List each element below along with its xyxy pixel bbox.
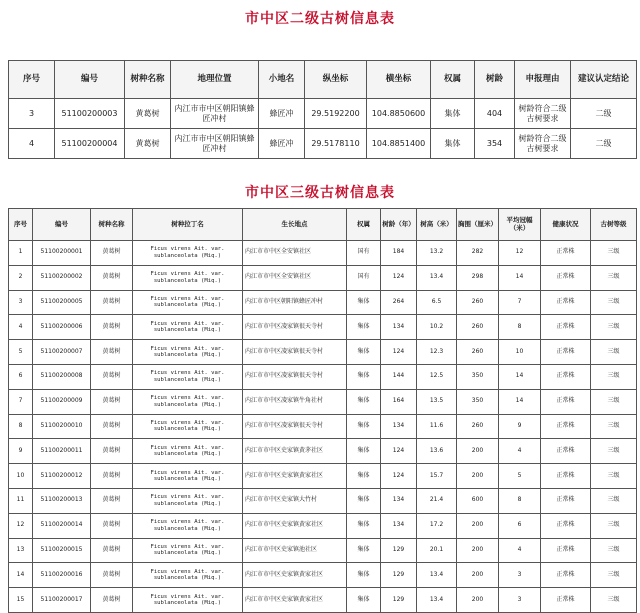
table-cell: 正常株 <box>541 340 591 365</box>
table-cell: 184 <box>381 241 417 266</box>
table-cell: 13.4 <box>417 265 457 290</box>
table-cell: 集体 <box>431 129 475 159</box>
table-cell: 三级 <box>591 513 637 538</box>
table-cell: 黄葛树 <box>91 588 133 613</box>
table-cell: 124 <box>381 439 417 464</box>
table-cell: Ficus virens Ait. var. sublanceolata (Miq.) <box>133 464 243 489</box>
table-cell: 11.6 <box>417 414 457 439</box>
table-cell: 51100200010 <box>33 414 91 439</box>
table-cell: 11 <box>9 488 33 513</box>
table-cell: 21.4 <box>417 488 457 513</box>
table-cell: Ficus virens Ait. var. sublanceolata (Miq.) <box>133 290 243 315</box>
table-cell: 正常株 <box>541 290 591 315</box>
table-cell: 国有 <box>347 241 381 266</box>
table-cell: 8 <box>499 315 541 340</box>
table-cell: 164 <box>381 389 417 414</box>
table-cell: Ficus virens Ait. var. sublanceolata (Miq.) <box>133 389 243 414</box>
table-cell: 国有 <box>347 265 381 290</box>
table-cell: 内江市市中区史家镇黄家社区 <box>243 563 347 588</box>
table-cell: 树龄符合二级古树要求 <box>515 99 571 129</box>
table-cell: 三级 <box>591 588 637 613</box>
table-cell: 内江市市中区凌家镇很天寺村 <box>243 340 347 365</box>
table-cell: 51100200017 <box>33 588 91 613</box>
table-cell: 4 <box>499 439 541 464</box>
table-cell: 14 <box>9 563 33 588</box>
table-cell: 正常株 <box>541 315 591 340</box>
table-cell: 3 <box>9 290 33 315</box>
table-cell: 354 <box>475 129 515 159</box>
table-cell: 黄葛树 <box>91 290 133 315</box>
table-cell: Ficus virens Ait. var. sublanceolata (Miq.) <box>133 364 243 389</box>
table-cell: 集体 <box>347 290 381 315</box>
table-cell: 10.2 <box>417 315 457 340</box>
table2-title: 市中区三级古树信息表 <box>245 185 395 201</box>
table-cell: 三级 <box>591 538 637 563</box>
level3-tree-table <box>8 208 637 613</box>
table-cell: 正常株 <box>541 265 591 290</box>
table-cell: 内江市市中区凌家镇牛角社村 <box>243 389 347 414</box>
table-cell: Ficus virens Ait. var. sublanceolata (Miq.) <box>133 588 243 613</box>
table-cell: 12 <box>9 513 33 538</box>
table-cell: 6 <box>499 513 541 538</box>
table-cell: 集体 <box>347 315 381 340</box>
column-header: 平均冠幅（米） <box>499 209 541 241</box>
table-cell: 内江市市中区凌家镇很天寺村 <box>243 315 347 340</box>
column-header: 树高（米） <box>417 209 457 241</box>
column-header: 权属 <box>347 209 381 241</box>
table-cell: 2 <box>9 265 33 290</box>
table-cell: 14 <box>499 364 541 389</box>
column-header: 生长地点 <box>243 209 347 241</box>
table-cell: 内江市市中区全安镇社区 <box>243 265 347 290</box>
table-cell: 14 <box>499 389 541 414</box>
table-cell: Ficus virens Ait. var. sublanceolata (Miq.) <box>133 315 243 340</box>
table-cell: 350 <box>457 389 499 414</box>
table-cell: 内江市市中区史家镇黄家社区 <box>243 464 347 489</box>
table-cell: 正常株 <box>541 439 591 464</box>
table-cell: 134 <box>381 315 417 340</box>
table-cell: 蜂匠冲 <box>259 129 305 159</box>
table-cell: 51100200016 <box>33 563 91 588</box>
table-cell: 51100200006 <box>33 315 91 340</box>
table-cell: 黄葛树 <box>91 439 133 464</box>
table-cell: 200 <box>457 464 499 489</box>
column-header: 建议认定结论 <box>571 61 637 99</box>
table-cell: 内江市市中区史家镇黄家社区 <box>243 588 347 613</box>
table-cell: 200 <box>457 588 499 613</box>
table-row <box>9 129 637 159</box>
table-cell: Ficus virens Ait. var. sublanceolata (Miq.) <box>133 265 243 290</box>
table-row <box>9 99 637 129</box>
table-cell: 集体 <box>431 99 475 129</box>
column-header: 健康状况 <box>541 209 591 241</box>
table-cell: 正常株 <box>541 364 591 389</box>
table-row <box>9 439 637 464</box>
table-cell: 4 <box>499 538 541 563</box>
table-cell: 260 <box>457 340 499 365</box>
table-cell: 集体 <box>347 488 381 513</box>
table-cell: 7 <box>499 290 541 315</box>
column-header: 树种名称 <box>125 61 171 99</box>
table-cell: 三级 <box>591 389 637 414</box>
table-cell: 134 <box>381 488 417 513</box>
table-cell: 黄葛树 <box>91 265 133 290</box>
table-cell: 内江市市中区史家镇大竹村 <box>243 488 347 513</box>
table-cell: 内江市市中区史家镇黄家社区 <box>243 513 347 538</box>
table-cell: 29.5192200 <box>305 99 367 129</box>
table-row <box>9 563 637 588</box>
column-header: 小地名 <box>259 61 305 99</box>
table-cell: 三级 <box>591 488 637 513</box>
table-cell: Ficus virens Ait. var. sublanceolata (Miq.) <box>133 241 243 266</box>
table-cell: 集体 <box>347 538 381 563</box>
table-row <box>9 464 637 489</box>
table-cell: 三级 <box>591 265 637 290</box>
table-cell: 正常株 <box>541 464 591 489</box>
table-cell: 4 <box>9 129 55 159</box>
table-cell: 17.2 <box>417 513 457 538</box>
table-cell: 集体 <box>347 389 381 414</box>
table-row <box>9 414 637 439</box>
table-cell: 10 <box>499 340 541 365</box>
table-cell: 104.8851400 <box>367 129 431 159</box>
table-row <box>9 538 637 563</box>
column-header: 地理位置 <box>171 61 259 99</box>
table-cell: 集体 <box>347 439 381 464</box>
table-cell: 集体 <box>347 364 381 389</box>
level2-tree-table <box>8 60 637 159</box>
table-cell: 3 <box>499 588 541 613</box>
table-cell: 12.3 <box>417 340 457 365</box>
table-cell: 14 <box>499 265 541 290</box>
table-cell: 黄葛树 <box>91 414 133 439</box>
table-row <box>9 315 637 340</box>
table-cell: 4 <box>9 315 33 340</box>
table-cell: 正常株 <box>541 538 591 563</box>
column-header: 树种名称 <box>91 209 133 241</box>
table-cell: 正常株 <box>541 488 591 513</box>
table-cell: 内江市市中区朝阳镇蜂匠冲村 <box>171 99 259 129</box>
table-cell: 黄葛树 <box>91 563 133 588</box>
table-cell: 集体 <box>347 563 381 588</box>
table-cell: 51100200002 <box>33 265 91 290</box>
table-cell: 51100200011 <box>33 439 91 464</box>
table-cell: Ficus virens Ait. var. sublanceolata (Miq.) <box>133 563 243 588</box>
table1-header-row <box>9 61 637 99</box>
table-cell: 黄葛树 <box>125 129 171 159</box>
table-cell: 正常株 <box>541 241 591 266</box>
table-cell: 正常株 <box>541 389 591 414</box>
table-cell: 12 <box>499 241 541 266</box>
table-cell: 260 <box>457 414 499 439</box>
table-cell: 51100200009 <box>33 389 91 414</box>
table-cell: 内江市市中区史家镇黄茅社区 <box>243 439 347 464</box>
table-cell: 13 <box>9 538 33 563</box>
table-cell: 260 <box>457 315 499 340</box>
table-cell: 350 <box>457 364 499 389</box>
table-cell: 200 <box>457 513 499 538</box>
table-cell: 内江市市中区朝阳镇蜂匠冲村 <box>243 290 347 315</box>
table-cell: 13.4 <box>417 588 457 613</box>
table-cell: 51100200007 <box>33 340 91 365</box>
table-cell: 蜂匠冲 <box>259 99 305 129</box>
table-cell: 正常株 <box>541 563 591 588</box>
table-cell: 260 <box>457 290 499 315</box>
table-cell: 二级 <box>571 99 637 129</box>
table-cell: 29.5178110 <box>305 129 367 159</box>
table-cell: 内江市市中区全安镇社区 <box>243 241 347 266</box>
table-cell: 6.5 <box>417 290 457 315</box>
table-cell: 200 <box>457 563 499 588</box>
table-cell: 10 <box>9 464 33 489</box>
table-row <box>9 290 637 315</box>
column-header: 树种拉丁名 <box>133 209 243 241</box>
table2-header-row <box>9 209 637 241</box>
table-cell: 144 <box>381 364 417 389</box>
table-cell: 二级 <box>571 129 637 159</box>
column-header: 胸围（厘米） <box>457 209 499 241</box>
column-header: 古树等级 <box>591 209 637 241</box>
table-cell: 51100200001 <box>33 241 91 266</box>
table-cell: 1 <box>9 241 33 266</box>
table-cell: 三级 <box>591 414 637 439</box>
table-cell: 5 <box>499 464 541 489</box>
table-cell: 三级 <box>591 315 637 340</box>
table-cell: 3 <box>499 563 541 588</box>
table-row <box>9 265 637 290</box>
column-header: 编号 <box>33 209 91 241</box>
table-cell: Ficus virens Ait. var. sublanceolata (Miq.) <box>133 488 243 513</box>
table-cell: 51100200014 <box>33 513 91 538</box>
table-cell: 3 <box>9 99 55 129</box>
table-cell: 298 <box>457 265 499 290</box>
table-cell: 15 <box>9 588 33 613</box>
table-cell: 8 <box>499 488 541 513</box>
table-cell: 树龄符合二级古树要求 <box>515 129 571 159</box>
table-cell: 600 <box>457 488 499 513</box>
table-row <box>9 340 637 365</box>
table-cell: 13.4 <box>417 563 457 588</box>
column-header: 纵坐标 <box>305 61 367 99</box>
table-cell: 134 <box>381 414 417 439</box>
table-cell: 集体 <box>347 464 381 489</box>
table-cell: Ficus virens Ait. var. sublanceolata (Miq.) <box>133 538 243 563</box>
table-cell: 三级 <box>591 290 637 315</box>
table-cell: 黄葛树 <box>91 538 133 563</box>
table-row <box>9 389 637 414</box>
table1-title: 市中区二级古树信息表 <box>245 11 395 27</box>
column-header: 树龄（年） <box>381 209 417 241</box>
table-cell: 三级 <box>591 241 637 266</box>
table-cell: 内江市市中区凌家镇很天寺村 <box>243 364 347 389</box>
table-cell: 正常株 <box>541 513 591 538</box>
table-cell: 6 <box>9 364 33 389</box>
column-header: 树龄 <box>475 61 515 99</box>
table-cell: 20.1 <box>417 538 457 563</box>
table-cell: 黄葛树 <box>125 99 171 129</box>
table-cell: 129 <box>381 588 417 613</box>
table-cell: 内江市市中区朝阳镇蜂匠冲村 <box>171 129 259 159</box>
table-row <box>9 241 637 266</box>
table-cell: 黄葛树 <box>91 364 133 389</box>
table-cell: 黄葛树 <box>91 513 133 538</box>
table-cell: 5 <box>9 340 33 365</box>
table-cell: 黄葛树 <box>91 340 133 365</box>
table-cell: 黄葛树 <box>91 389 133 414</box>
table-cell: 124 <box>381 340 417 365</box>
column-header: 序号 <box>9 61 55 99</box>
table-row <box>9 364 637 389</box>
column-header: 横坐标 <box>367 61 431 99</box>
table-cell: 51100200008 <box>33 364 91 389</box>
table-row <box>9 588 637 613</box>
table-cell: 黄葛树 <box>91 315 133 340</box>
column-header: 序号 <box>9 209 33 241</box>
table-cell: 124 <box>381 265 417 290</box>
table-cell: 51100200015 <box>33 538 91 563</box>
table-cell: 51100200004 <box>55 129 125 159</box>
table-cell: 三级 <box>591 439 637 464</box>
table-cell: 三级 <box>591 464 637 489</box>
table-cell: 集体 <box>347 414 381 439</box>
table-cell: Ficus virens Ait. var. sublanceolata (Miq.) <box>133 340 243 365</box>
table-cell: 正常株 <box>541 414 591 439</box>
table-cell: 9 <box>499 414 541 439</box>
table-cell: 129 <box>381 563 417 588</box>
table-cell: 51100200013 <box>33 488 91 513</box>
column-header: 权属 <box>431 61 475 99</box>
table-cell: Ficus virens Ait. var. sublanceolata (Miq.) <box>133 513 243 538</box>
table-cell: 282 <box>457 241 499 266</box>
table-cell: 三级 <box>591 340 637 365</box>
table-cell: 8 <box>9 414 33 439</box>
table-cell: 内江市市中区史家镇池社区 <box>243 538 347 563</box>
table-cell: 200 <box>457 538 499 563</box>
table-cell: 内江市市中区凌家镇很天寺村 <box>243 414 347 439</box>
table-cell: 13.6 <box>417 439 457 464</box>
table-cell: 正常株 <box>541 588 591 613</box>
table-cell: 集体 <box>347 513 381 538</box>
table-cell: 134 <box>381 513 417 538</box>
column-header: 申报理由 <box>515 61 571 99</box>
table-cell: 104.8850600 <box>367 99 431 129</box>
table-cell: Ficus virens Ait. var. sublanceolata (Miq.) <box>133 439 243 464</box>
table-cell: 404 <box>475 99 515 129</box>
table-cell: 三级 <box>591 364 637 389</box>
table-cell: 51100200012 <box>33 464 91 489</box>
table-cell: 12.5 <box>417 364 457 389</box>
table-cell: 15.7 <box>417 464 457 489</box>
table-cell: 9 <box>9 439 33 464</box>
table-cell: 51100200005 <box>33 290 91 315</box>
table-cell: 集体 <box>347 588 381 613</box>
table-cell: 51100200003 <box>55 99 125 129</box>
table-row <box>9 513 637 538</box>
table-row <box>9 488 637 513</box>
table-cell: 200 <box>457 439 499 464</box>
table-cell: 黄葛树 <box>91 241 133 266</box>
table-cell: 13.2 <box>417 241 457 266</box>
table-cell: 7 <box>9 389 33 414</box>
table-cell: 集体 <box>347 340 381 365</box>
column-header: 编号 <box>55 61 125 99</box>
table-cell: Ficus virens Ait. var. sublanceolata (Miq.) <box>133 414 243 439</box>
table-cell: 124 <box>381 464 417 489</box>
table-cell: 黄葛树 <box>91 488 133 513</box>
table-cell: 三级 <box>591 563 637 588</box>
table-cell: 黄葛树 <box>91 464 133 489</box>
table-cell: 264 <box>381 290 417 315</box>
table-cell: 13.5 <box>417 389 457 414</box>
table-cell: 129 <box>381 538 417 563</box>
